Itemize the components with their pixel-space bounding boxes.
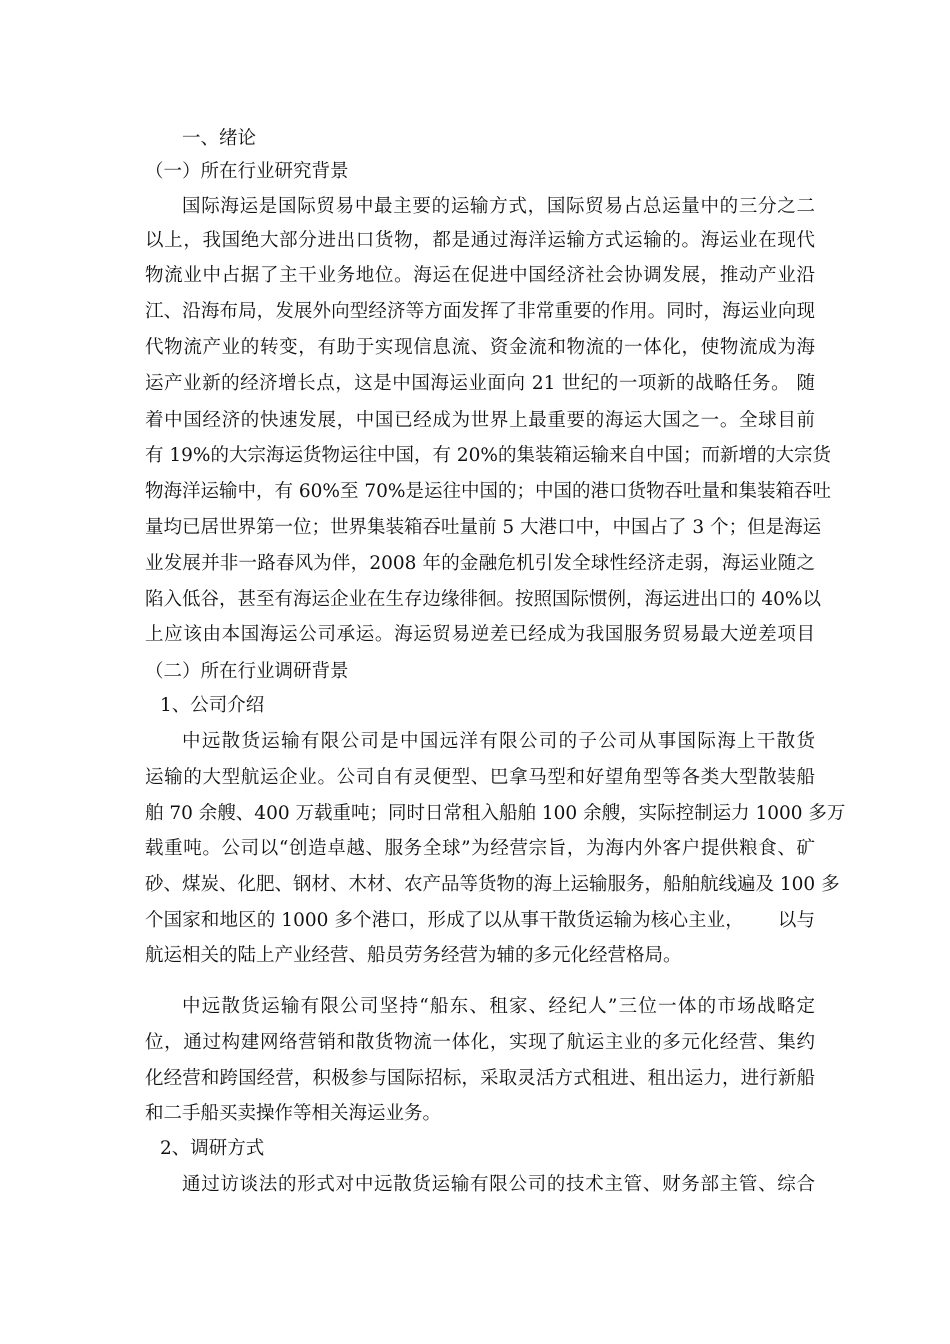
paragraph-line: 国际海运是国际贸易中最主要的运输方式，国际贸易占总运量中的三分之二 [182, 196, 815, 217]
paragraph-line: 运产业新的经济增长点，这是中国海运业面向 21 世纪的一项新的战略任务。 随 [145, 373, 815, 394]
paragraph-line: 载重吨。公司以“创造卓越、服务全球”为经营宗旨，为海内外客户提供粮食、矿 [145, 838, 815, 859]
paragraph-line: 着中国经济的快速发展，中国已经成为世界上最重要的海运大国之一。全球目前 [145, 410, 815, 431]
paragraph-line: 砂、煤炭、化肥、钢材、木材、农产品等货物的海上运输服务，船舶航线遍及 100 多 [145, 874, 840, 895]
paragraph-line: 以上，我国绝大部分进出口货物，都是通过海洋运输方式运输的。海运业在现代 [145, 230, 815, 251]
subsection-heading: （二）所在行业调研背景 [145, 661, 349, 682]
paragraph-line: 量均已居世界第一位；世界集装箱吞吐量前 5 大港口中，中国占了 3 个；但是海运 [145, 517, 822, 538]
paragraph-line: 个国家和地区的 1000 多个港口，形成了以从事干散货运输为核心主业， 以与 [145, 910, 815, 931]
paragraph-line: 航运相关的陆上产业经营、船员劳务经营为辅的多元化经营格局。 [145, 945, 682, 966]
paragraph-line: 通过访谈法的形式对中远散货运输有限公司的技术主管、财务部主管、综合 [182, 1174, 815, 1195]
paragraph-line: 业发展并非一路春风为伴，2008 年的金融危机引发全球性经济走弱，海运业随之 [145, 553, 815, 574]
item-heading: 1、公司介绍 [160, 695, 265, 716]
paragraph-line: 中远散货运输有限公司是中国远洋有限公司的子公司从事国际海上干散货 [182, 731, 815, 752]
subsection-heading: （一）所在行业研究背景 [145, 161, 349, 182]
paragraph-line: 物海洋运输中，有 60%至 70%是运往中国的；中国的港口货物吞吐量和集装箱吞吐 [145, 481, 832, 502]
section-heading: 一、绪论 [182, 128, 257, 149]
paragraph-line: 物流业中占据了主干业务地位。海运在促进中国经济社会协调发展，推动产业沿 [145, 265, 815, 286]
item-heading: 2、调研方式 [160, 1138, 265, 1159]
paragraph-line: 和二手船买卖操作等相关海运业务。 [145, 1103, 442, 1124]
paragraph-line: 上应该由本国海运公司承运。海运贸易逆差已经成为我国服务贸易最大逆差项目 [145, 624, 815, 645]
paragraph-line: 陷入低谷，甚至有海运企业在生存边缘徘徊。按照国际惯例，海运进出口的 40%以 [145, 589, 822, 610]
paragraph-line: 位，通过构建网络营销和散货物流一体化，实现了航运主业的多元化经营、集约 [145, 1032, 815, 1053]
paragraph-line: 化经营和跨国经营，积极参与国际招标，采取灵活方式租进、租出运力，进行新船 [145, 1068, 815, 1089]
paragraph-line: 中远散货运输有限公司坚持“船东、租家、经纪人”三位一体的市场战略定 [182, 996, 815, 1017]
paragraph-line: 有 19%的大宗海运货物运往中国，有 20%的集装箱运输来自中国；而新增的大宗货 [145, 445, 832, 466]
paragraph-line: 代物流产业的转变，有助于实现信息流、资金流和物流的一体化，使物流成为海 [145, 337, 815, 358]
paragraph-line: 江、沿海布局，发展外向型经济等方面发挥了非常重要的作用。同时，海运业向现 [145, 301, 815, 322]
paragraph-line: 运输的大型航运企业。公司自有灵便型、巴拿马型和好望角型等各类大型散装船 [145, 767, 815, 788]
paragraph-line: 舶 70 余艘、400 万载重吨；同时日常租入船舶 100 余艘，实际控制运力 1000 多万 [145, 803, 846, 824]
